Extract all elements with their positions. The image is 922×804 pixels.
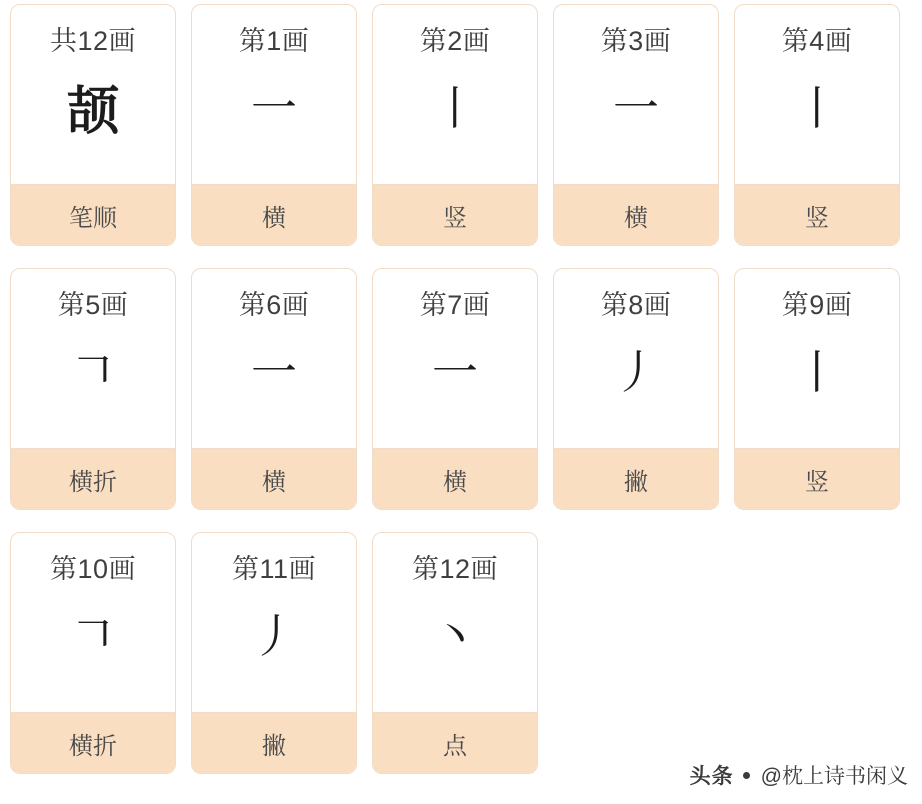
stroke-name-label: 横 xyxy=(192,448,356,509)
stroke-index-label: 第5画 xyxy=(57,290,129,320)
stroke-card xyxy=(10,532,176,774)
stroke-card-body xyxy=(192,269,356,448)
stroke-index-label: 第12画 xyxy=(411,554,499,584)
character-glyph xyxy=(11,57,175,184)
stroke-name-label: 横折 xyxy=(11,448,175,509)
stroke-index-label: 第11画 xyxy=(231,554,317,584)
stroke-name-label: 竖 xyxy=(735,184,899,245)
stroke-card-body xyxy=(373,269,537,448)
stroke-card xyxy=(191,268,357,510)
watermark-brand: 头条 xyxy=(689,765,734,788)
stroke-card xyxy=(734,4,900,246)
stroke-glyph xyxy=(735,321,899,448)
stroke-glyph xyxy=(192,321,356,448)
stroke-glyph-text: 丨 xyxy=(794,81,840,136)
stroke-card-body xyxy=(373,5,537,184)
stroke-index-label: 第7画 xyxy=(419,290,491,320)
stroke-glyph-text: 丿 xyxy=(613,345,659,400)
stroke-card-body xyxy=(735,5,899,184)
stroke-name-label: 撇 xyxy=(554,448,718,509)
stroke-glyph xyxy=(373,321,537,448)
stroke-glyph-text: 丶 xyxy=(432,609,478,664)
stroke-card xyxy=(191,532,357,774)
stroke-index-label: 第10画 xyxy=(49,554,137,584)
separator-dot-icon xyxy=(743,772,750,779)
stroke-name-label: 横 xyxy=(192,184,356,245)
stroke-card xyxy=(372,268,538,510)
stroke-glyph xyxy=(11,321,175,448)
stroke-index-label: 第9画 xyxy=(781,290,853,320)
stroke-card xyxy=(553,4,719,246)
stroke-glyph-text: 𠃍 xyxy=(70,609,116,664)
stroke-card xyxy=(734,268,900,510)
stroke-glyph-text: 丨 xyxy=(794,345,840,400)
stroke-index-label: 第3画 xyxy=(600,26,672,56)
stroke-glyph xyxy=(554,321,718,448)
stroke-name-label: 横 xyxy=(373,448,537,509)
stroke-card-body xyxy=(11,5,175,184)
stroke-glyph-text: 𠃍 xyxy=(70,345,116,400)
watermark xyxy=(690,760,908,790)
stroke-glyph-text: 一 xyxy=(251,345,297,400)
toutiao-logo-icon xyxy=(690,760,734,790)
stroke-glyph-text: 丨 xyxy=(432,81,478,136)
stroke-card-body xyxy=(735,269,899,448)
stroke-glyph xyxy=(373,585,537,712)
stroke-glyph xyxy=(735,57,899,184)
stroke-card xyxy=(372,4,538,246)
stroke-glyph xyxy=(373,57,537,184)
stroke-card-body xyxy=(554,5,718,184)
stroke-card xyxy=(191,4,357,246)
stroke-glyph xyxy=(11,585,175,712)
stroke-name-label: 横折 xyxy=(11,712,175,773)
stroke-card xyxy=(10,268,176,510)
stroke-index-label: 第2画 xyxy=(419,26,491,56)
stroke-card-body xyxy=(11,269,175,448)
stroke-name-label: 撇 xyxy=(192,712,356,773)
character-glyph-text: 颉 xyxy=(66,82,119,143)
stroke-card-body xyxy=(11,533,175,712)
stroke-card-body xyxy=(192,533,356,712)
stroke-glyph-text: 一 xyxy=(613,81,659,136)
stroke-name-label: 横 xyxy=(554,184,718,245)
stroke-index-label: 第4画 xyxy=(781,26,853,56)
stroke-index-label: 第8画 xyxy=(600,290,672,320)
stroke-card-body xyxy=(192,5,356,184)
stroke-glyph-text: 一 xyxy=(251,81,297,136)
stroke-card-body xyxy=(373,533,537,712)
stroke-index-label: 第6画 xyxy=(238,290,310,320)
stroke-glyph xyxy=(192,57,356,184)
stroke-glyph xyxy=(554,57,718,184)
stroke-name-label: 竖 xyxy=(373,184,537,245)
stroke-card xyxy=(372,532,538,774)
stroke-name-label: 点 xyxy=(373,712,537,773)
stroke-glyph-text: 丿 xyxy=(251,609,297,664)
stroke-glyph-text: 一 xyxy=(432,345,478,400)
stroke-glyph xyxy=(192,585,356,712)
stroke-index-label: 共12画 xyxy=(49,26,137,56)
stroke-card xyxy=(553,268,719,510)
stroke-card xyxy=(10,4,176,246)
stroke-name-label: 竖 xyxy=(735,448,899,509)
stroke-name-label: 笔顺 xyxy=(11,184,175,245)
stroke-index-label: 第1画 xyxy=(238,26,310,56)
stroke-card-body xyxy=(554,269,718,448)
watermark-author: @枕上诗书闲义 xyxy=(760,765,908,788)
